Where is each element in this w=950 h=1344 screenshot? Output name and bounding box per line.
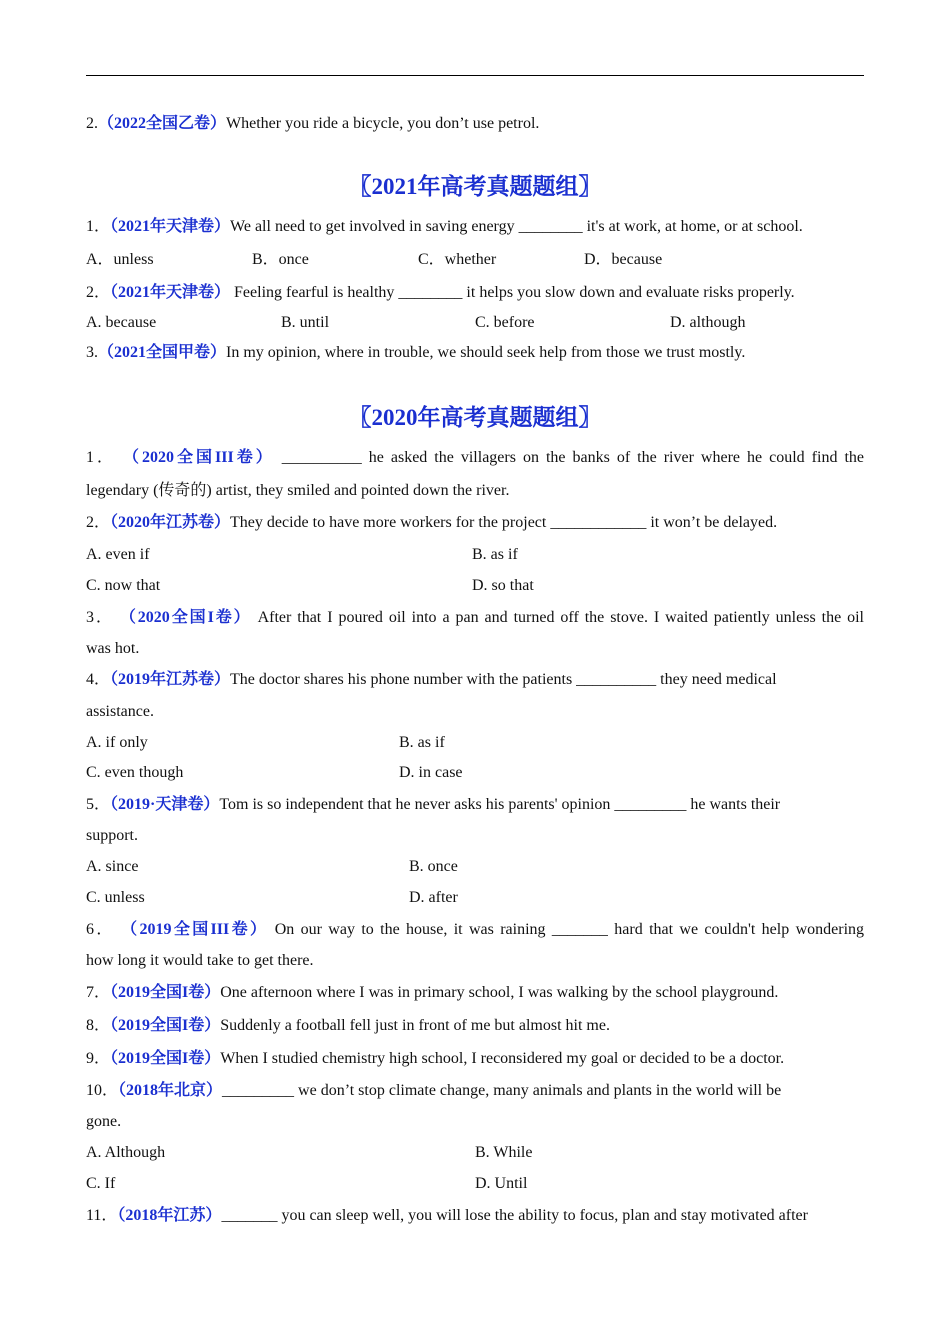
question-2020-1-cont: legendary (传奇的) artist, they smiled and pointed down the river. xyxy=(86,482,510,499)
source-tag: （2020全国III卷） xyxy=(123,449,275,466)
source-tag: （2018年北京） xyxy=(118,1082,223,1099)
question-2021-3: 3.（2021全国甲卷）In my opinion, where in trouble, we should seek help from those we trust mostly. xyxy=(86,344,746,361)
question-2020-9: 9．（2019全国I卷）When I studied chemistry high school, I reconsidered my goal or decided to be a doctor. xyxy=(86,1050,785,1067)
question-2020-3: 3． （2020全国I卷） After that I poured oil into a pan and turned off the stove. I waited patiently unless the oil xyxy=(86,609,864,626)
option-b: B. While xyxy=(475,1144,533,1161)
option-b: B. as if xyxy=(399,734,445,751)
option-a: A. since xyxy=(86,858,139,875)
source-tag: （2019年江苏卷） xyxy=(110,671,231,688)
option-d: D. although xyxy=(670,314,746,331)
header-rule xyxy=(86,75,864,76)
option-d: D. so that xyxy=(472,577,534,594)
question-2020-10: 10．（2018年北京）_________ we don’t stop climate change, many animals and plants in the world will be xyxy=(86,1082,782,1099)
option-c: C. before xyxy=(475,314,535,331)
option-b: B．once xyxy=(252,251,309,268)
question-2020-4: 4．（2019年江苏卷）The doctor shares his phone number with the patients __________ they need medical xyxy=(86,671,777,688)
source-tag: （2019全国III卷） xyxy=(121,921,269,938)
source-tag: （2020全国I卷） xyxy=(119,609,252,626)
source-tag: （2019全国I卷） xyxy=(110,984,221,1001)
option-a: A. even if xyxy=(86,546,150,563)
question-2020-2: 2．（2020年江苏卷）They decide to have more workers for the project ____________ it won’t be delayed. xyxy=(86,514,778,531)
source-tag: （2022全国乙卷） xyxy=(98,115,227,132)
option-a: A. because xyxy=(86,314,157,331)
option-c: C. unless xyxy=(86,889,145,906)
question-2020-4-cont: assistance. xyxy=(86,703,154,720)
question-2020-7: 7．（2019全国I卷）One afternoon where I was in primary school, I was walking by the school playground. xyxy=(86,984,779,1001)
question-2020-1: 1． （2020全国III卷） __________ he asked the villagers on the banks of the river where he could find the xyxy=(86,449,865,466)
option-a: A. Although xyxy=(86,1144,166,1161)
source-tag: （2021年天津卷） xyxy=(110,218,231,235)
option-c: C. now that xyxy=(86,577,161,594)
option-d: D. after xyxy=(409,889,458,906)
option-d: D. in case xyxy=(399,764,463,781)
question-2020-5: 5．（2019·天津卷）Tom is so independent that he never asks his parents' opinion _________ he wants their xyxy=(86,796,781,813)
source-tag: （2021年天津卷） xyxy=(110,284,231,301)
source-tag: （2021全国甲卷） xyxy=(98,344,227,361)
question-2021-2: 2．（2021年天津卷） Feeling fearful is healthy ________ it helps you slow down and evaluate risks properly. xyxy=(86,284,795,301)
question-2021-1: 1．（2021年天津卷）We all need to get involved in saving energy ________ it's at work, at home, or at school. xyxy=(86,218,803,235)
question-2022-2: 2.（2022全国乙卷）Whether you ride a bicycle, you don’t use petrol. xyxy=(86,115,540,132)
section-title-2020: 〖2020年高考真题题组〗 xyxy=(348,405,602,430)
option-b: B. as if xyxy=(472,546,518,563)
option-b: B. once xyxy=(409,858,458,875)
source-tag: （2019·天津卷） xyxy=(110,796,220,813)
question-2020-6: 6． （2019全国III卷） On our way to the house, it was raining _______ hard that we couldn't help wondering xyxy=(86,921,865,938)
option-b: B. until xyxy=(281,314,330,331)
question-2020-6-cont: how long it would take to get there. xyxy=(86,952,314,969)
section-title-2021: 〖2021年高考真题题组〗 xyxy=(348,174,602,199)
source-tag: （2019全国I卷） xyxy=(110,1050,221,1067)
option-c: C. If xyxy=(86,1175,116,1192)
question-2020-10-cont: gone. xyxy=(86,1113,122,1130)
question-2020-3-cont: was hot. xyxy=(86,640,140,657)
option-d: D．because xyxy=(584,251,663,268)
source-tag: （2019全国I卷） xyxy=(110,1017,221,1034)
option-c: C. even though xyxy=(86,764,184,781)
question-2020-8: 8．（2019全国I卷）Suddenly a football fell just in front of me but almost hit me. xyxy=(86,1017,610,1034)
source-tag: （2018年江苏） xyxy=(117,1207,222,1224)
source-tag: （2020年江苏卷） xyxy=(110,514,231,531)
option-d: D. Until xyxy=(475,1175,528,1192)
question-2020-11: 11．（2018年江苏）_______ you can sleep well, you will lose the ability to focus, plan and stay motivated after xyxy=(86,1207,808,1224)
option-a: A. if only xyxy=(86,734,148,751)
question-2020-5-cont: support. xyxy=(86,827,138,844)
option-c: C．whether xyxy=(418,251,497,268)
option-a: A．unless xyxy=(86,251,154,268)
